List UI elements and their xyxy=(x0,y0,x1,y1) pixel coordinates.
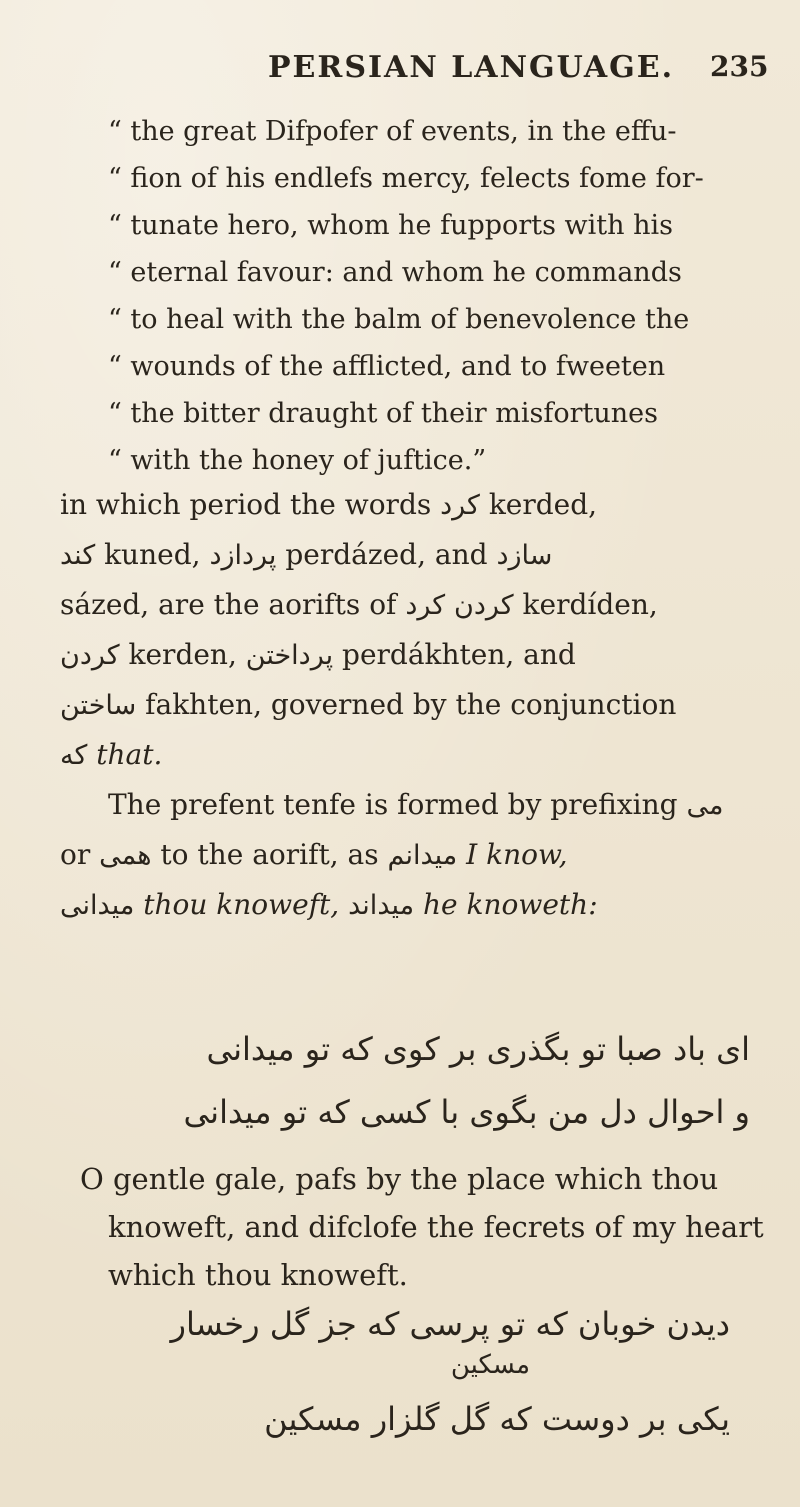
persian-word: کردن xyxy=(454,590,514,621)
running-head: PERSIAN LANGUAGE. xyxy=(268,50,675,85)
grammar-paragraph xyxy=(60,480,780,930)
persian-word: که xyxy=(60,740,88,771)
text: in which period the words xyxy=(60,488,432,521)
text: perdázed, and xyxy=(285,538,488,571)
quotation-block xyxy=(108,108,768,484)
persian-word: سازد xyxy=(496,540,553,571)
persian-word: پرداختن xyxy=(245,640,334,671)
text-line xyxy=(60,880,780,930)
quote-line: “ fion of his endlefs mercy, felects fome for- xyxy=(108,163,704,194)
text: kerden, xyxy=(128,638,237,671)
persian-word: کردن xyxy=(60,640,120,671)
text: kerdíden, xyxy=(522,588,658,621)
text-line xyxy=(60,830,780,880)
text: to the aorift, as xyxy=(160,838,379,871)
text-line xyxy=(60,630,780,680)
persian-verse: و احوال دل من بگوی با کسی که تو میدانی xyxy=(183,1093,750,1131)
text: that. xyxy=(96,738,163,771)
text: I know, xyxy=(466,838,568,871)
translation-line: O gentle gale, pafs by the place which thou xyxy=(80,1162,719,1196)
quote-line: “ the great Difpofer of events, in the effu- xyxy=(108,116,677,147)
quote-line: “ eternal favour: and whom he commands xyxy=(108,257,682,288)
text: perdákhten, and xyxy=(342,638,576,671)
text-line xyxy=(60,480,780,530)
page-number: 235 xyxy=(710,50,769,83)
persian-word: میدانی xyxy=(60,890,135,921)
quote-line: “ tunate hero, whom he fupports with his xyxy=(108,210,673,241)
persian-word: پردازد xyxy=(209,540,277,571)
quote-line: “ to heal with the balm of benevolence the xyxy=(108,304,690,335)
text: he knoweth: xyxy=(423,888,598,921)
persian-verse: دیدن خوبان که تو پرسی که جز گل رخسار xyxy=(170,1305,730,1343)
page-header xyxy=(0,50,800,90)
quote-line: “ the bitter draught of their misfortunes xyxy=(108,398,658,429)
text-line xyxy=(60,730,780,780)
persian-word: همی xyxy=(99,840,152,871)
translation-line: knoweft, and difclofe the fecrets of my heart xyxy=(108,1210,764,1244)
translation-line: which thou knoweft. xyxy=(108,1258,408,1292)
quote-line: “ wounds of the afflicted, and to fweeten xyxy=(108,351,666,382)
text: fakhten, governed by the conjunction xyxy=(145,688,677,721)
persian-word: میداند xyxy=(348,890,415,921)
text-line xyxy=(60,530,780,580)
persian-verse: یکی بر دوست که گل گلزار مسکین xyxy=(264,1400,730,1438)
quote-line: “ with the honey of juftice.” xyxy=(108,445,487,476)
persian-verse: ای باد صبا تو بگذری بر کوی که تو میدانی xyxy=(206,1030,750,1068)
text-line xyxy=(60,680,780,730)
text: The prefent tenfe is formed by prefixing xyxy=(108,788,678,821)
text: or xyxy=(60,838,91,871)
persian-verse: مسکین xyxy=(450,1350,530,1380)
text: kerded, xyxy=(488,488,598,521)
text: thou knoweft, xyxy=(143,888,340,921)
persian-word: میدانم xyxy=(387,840,458,871)
text-line xyxy=(60,580,780,630)
text-line xyxy=(60,780,780,830)
text: sázed, are the aorifts of xyxy=(60,588,397,621)
persian-word: ساختن xyxy=(60,690,137,721)
persian-word: کرد xyxy=(440,490,480,521)
text: kuned, xyxy=(104,538,201,571)
persian-word: می xyxy=(686,790,724,821)
persian-word: کند xyxy=(60,540,96,571)
translation-block xyxy=(80,1155,780,1299)
persian-word: کرد xyxy=(405,590,446,621)
